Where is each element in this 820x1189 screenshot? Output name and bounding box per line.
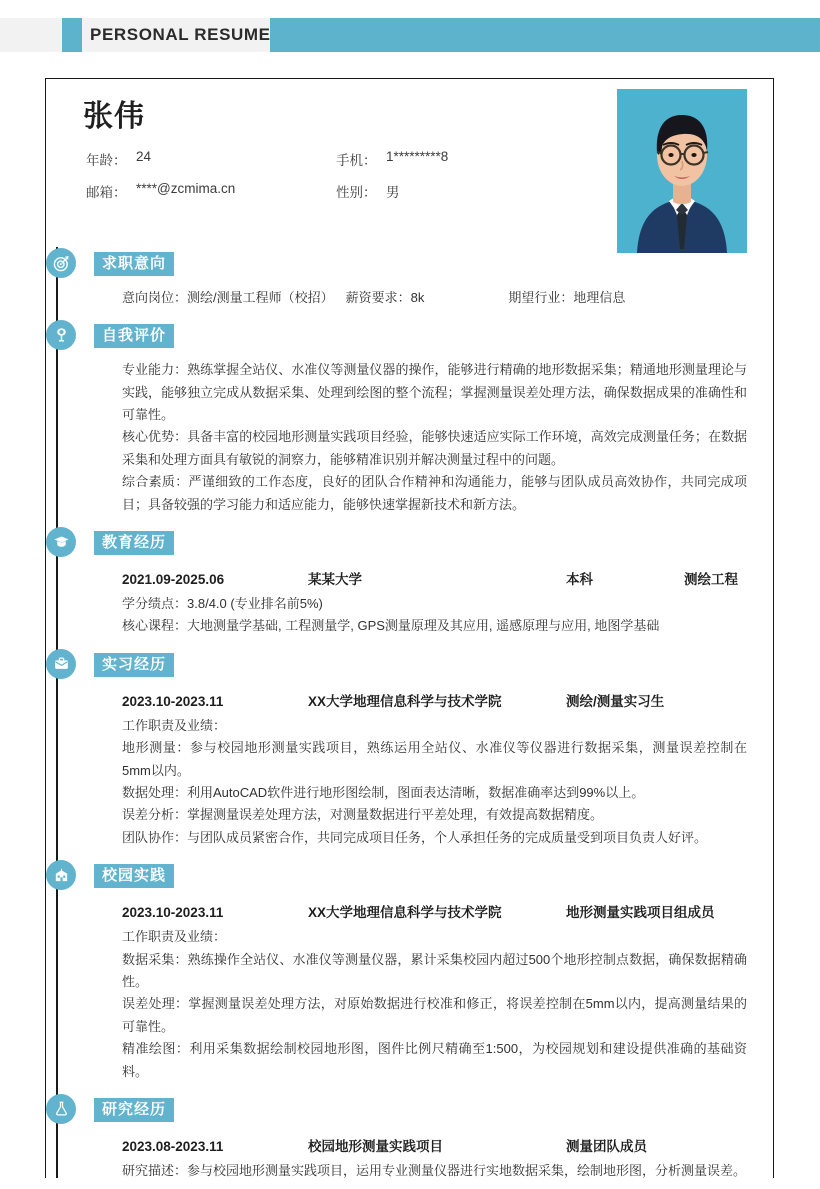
section-self-evaluation [46, 319, 773, 522]
flask-icon [46, 1094, 76, 1124]
graduation-cap-icon [46, 527, 76, 557]
section-education-body [94, 560, 773, 644]
internship-role: 测绘/测量实习生 [566, 693, 665, 709]
objective-position-label: 意向岗位： [122, 290, 188, 305]
section-campus-practice-body [94, 893, 773, 1089]
research-project: 校园地形测量实践项目 [308, 1138, 443, 1154]
research-role: 测量团队成员 [566, 1138, 647, 1154]
objective-industry-value: 地理信息 [573, 290, 626, 305]
objective-position [122, 287, 334, 309]
education-school: 某某大学 [308, 571, 362, 587]
education-entry-head [122, 568, 747, 591]
campus-org: XX大学地理信息科学与技术学院 [308, 905, 502, 921]
section-research [46, 1093, 773, 1189]
phone-label: 手机： [336, 153, 377, 168]
section-education-title: 教育经历 [94, 531, 174, 555]
email-value: ****@zcmima.cn [136, 181, 236, 196]
education-courses-label: 核心课程： [122, 618, 188, 634]
resume-card [45, 78, 774, 1178]
research-description: 研究描述：参与校园地形测量实践项目，运用专业测量仪器进行实地数据采集，绘制地形图，分析测量误差。 [122, 1163, 747, 1179]
internship-date: 2023.10-2023.11 [122, 693, 224, 709]
phone-value: 1*********8 [386, 149, 449, 164]
campus-item: 误差处理：掌握测量误差处理方法，对原始数据进行校准和修正，将误差控制在5mm以内，提高测量结果的可靠性。 [122, 996, 747, 1034]
section-self-evaluation-header [94, 319, 773, 353]
candidate-name: 张伟 [83, 100, 145, 133]
email-field [86, 181, 336, 201]
age-value: 24 [136, 149, 152, 164]
section-campus-practice-header [94, 859, 773, 893]
phone-field [336, 149, 448, 169]
objective-salary [346, 287, 425, 309]
section-research-header [94, 1093, 773, 1127]
section-education-header [94, 526, 773, 560]
banner-label-container [82, 18, 270, 52]
banner-accent-tab [62, 18, 82, 52]
section-objective-body [94, 281, 773, 315]
self-eval-paragraph: 专业能力：熟练掌握全站仪、水准仪等测量仪器的操作，能够进行精确的地形数据采集；精通地形测量理论与实践，能够独立完成从数据采集、处理到绘图的整个流程；掌握测量误差处理方法，确保数据成果的准确性和可靠性。 [122, 362, 747, 423]
banner-accent-bar [270, 18, 820, 52]
age-field [86, 149, 336, 169]
school-building-icon [46, 860, 76, 890]
section-self-evaluation-title: 自我评价 [94, 324, 174, 348]
objective-salary-label: 薪资要求： [345, 290, 411, 305]
education-major: 测绘工程 [684, 571, 738, 587]
section-research-body [94, 1127, 773, 1189]
contact-row-2 [86, 181, 606, 201]
section-research-title: 研究经历 [94, 1098, 174, 1122]
medal-icon [46, 320, 76, 350]
email-label: 邮箱： [86, 185, 127, 200]
section-internship-header [94, 648, 773, 682]
campus-item: 数据采集：熟练操作全站仪、水准仪等测量仪器，累计采集校园内超过500个地形控制点数据，确保数据精确性。 [122, 951, 747, 990]
education-date: 2021.09-2025.06 [122, 571, 225, 587]
campus-role: 地形测量实践项目组成员 [566, 905, 715, 921]
objective-industry [508, 287, 625, 309]
section-internship-title: 实习经历 [94, 653, 174, 677]
gender-label: 性别： [336, 185, 377, 200]
campus-duties-label: 工作职责及业绩： [122, 929, 227, 945]
internship-org: XX大学地理信息科学与技术学院 [308, 693, 502, 709]
gender-value: 男 [386, 185, 400, 200]
internship-item: 数据处理：利用AutoCAD软件进行地形图绘制，图面表达清晰，数据准确率达到99%以上。 [122, 785, 645, 801]
research-date: 2023.08-2023.11 [122, 1138, 224, 1154]
section-objective-title: 求职意向 [94, 252, 174, 276]
campus-entry-head [122, 901, 747, 924]
education-gpa-value: 3.8/4.0 (专业排名前5%) [187, 596, 323, 612]
banner-title: PERSONAL RESUME [90, 25, 271, 44]
internship-duties-label: 工作职责及业绩： [122, 718, 227, 734]
internship-item: 地形测量：参与校园地形测量实践项目，熟练运用全站仪、水准仪等仪器进行数据采集，测量误差控制在5mm以内。 [122, 740, 747, 778]
section-campus-practice-title: 校园实践 [94, 864, 174, 888]
contact-details [86, 149, 606, 213]
section-objective [46, 247, 773, 315]
objective-row [122, 287, 747, 309]
objective-salary-value: 8k [410, 290, 425, 305]
profile-photo [617, 89, 747, 253]
research-entry-head [122, 1135, 747, 1158]
education-gpa-row [122, 593, 747, 615]
section-self-evaluation-body [94, 353, 773, 522]
self-eval-paragraph: 综合素质：严谨细致的工作态度，良好的团队合作精神和沟通能力，能够与团队成员高效协作，共同完成项目；具备较强的学习能力和适应能力，能够快速掌握新技术和新方法。 [122, 474, 747, 512]
education-gpa-label: 学分绩点： [122, 596, 188, 612]
section-internship [46, 648, 773, 855]
section-objective-header [94, 247, 773, 281]
education-courses-value: 大地测量学基础, 工程测量学, GPS测量原理及其应用, 遥感原理与应用, 地图学基础 [187, 618, 660, 634]
internship-entry-head [122, 690, 747, 713]
briefcase-icon [46, 649, 76, 679]
age-label: 年龄： [86, 153, 127, 168]
gender-field [336, 181, 400, 201]
profile-header [46, 79, 773, 247]
campus-date: 2023.10-2023.11 [122, 905, 224, 921]
section-campus-practice [46, 859, 773, 1089]
campus-item: 精准绘图：利用采集数据绘制校园地形图，图件比例尺精确至1:500，为校园规划和建设提供准确的基础资料。 [122, 1041, 747, 1079]
section-education [46, 526, 773, 644]
target-icon [46, 248, 76, 278]
self-eval-paragraph: 核心优势：具备丰富的校园地形测量实践项目经验，能够快速适应实际工作环境，高效完成测量任务；在数据采集和处理方面具有敏锐的洞察力，能够精准识别并解决测量过程中的问题。 [122, 429, 747, 467]
objective-industry-label: 期望行业： [508, 290, 574, 305]
education-courses-row [122, 615, 747, 637]
contact-row-1 [86, 149, 606, 169]
internship-item: 团队协作：与团队成员紧密合作，共同完成项目任务，个人承担任务的完成质量受到项目负责人好评。 [122, 829, 708, 845]
section-internship-body [94, 682, 773, 855]
objective-position-value: 测绘/测量工程师（校招） [187, 290, 334, 305]
education-degree: 本科 [566, 571, 593, 587]
resume-body [46, 247, 773, 1189]
internship-item: 误差分析：掌握测量误差处理方法，对测量数据进行平差处理，有效提高数据精度。 [122, 807, 604, 823]
